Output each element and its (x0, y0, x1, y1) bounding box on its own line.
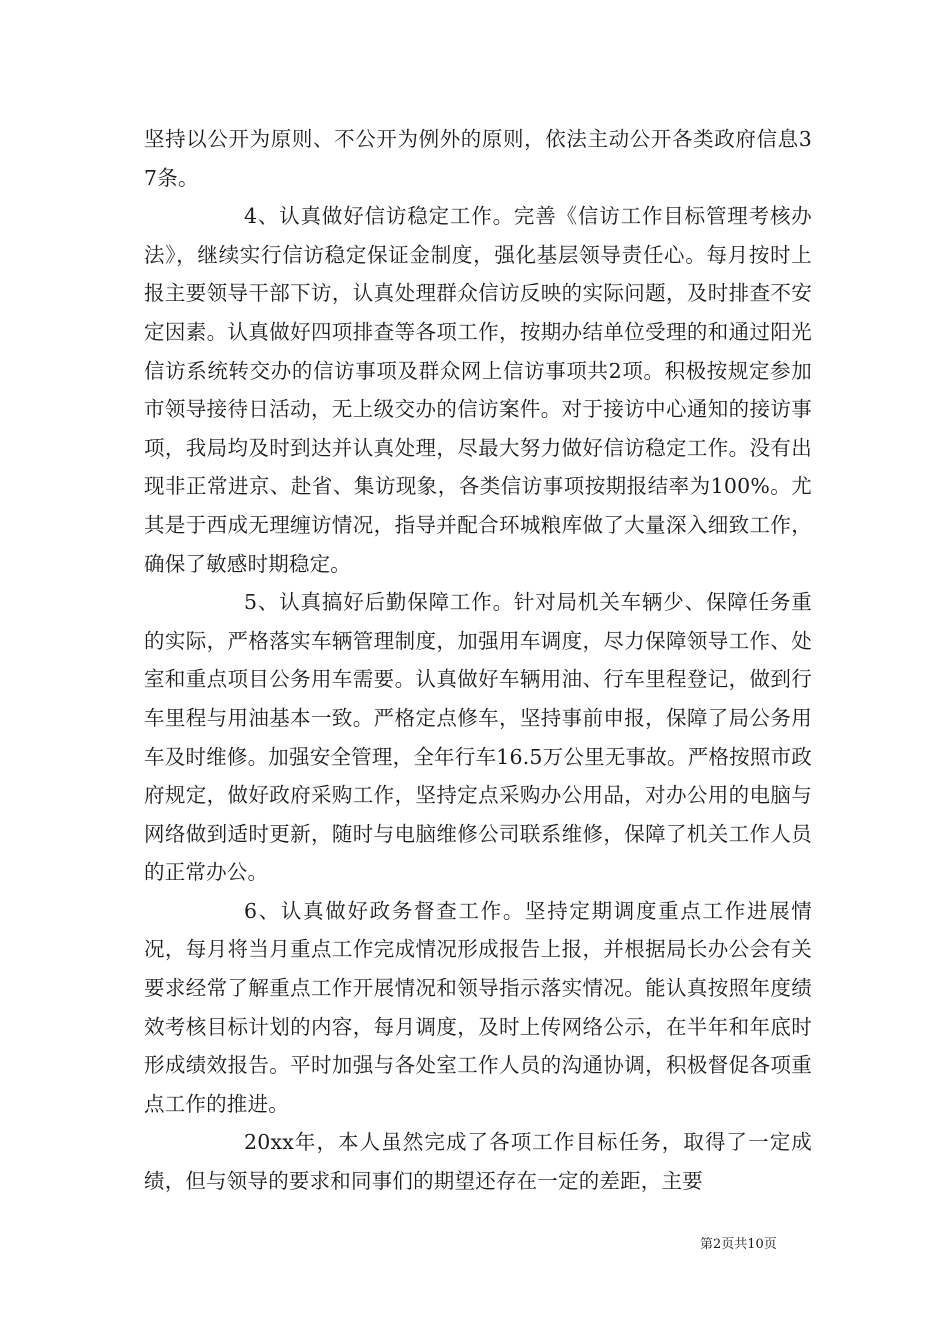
document-body (144, 120, 812, 1201)
paragraph-logistics-support: 5、认真搞好后勤保障工作。针对局机关车辆少、保障任务重的实际，严格落实车辆管理制度，加强用车调度，尽力保障领导工作、处室和重点项目公务用车需要。认真做好车辆用油、行车里程登记，做到行车里程与用油基本一致。严格定点修车，坚持事前申报，保障了局公务用车及时维修。加强安全管理，全年行车16.5万公里无事故。严格按照市政府规定，做好政府采购工作，坚持定点采购办公用品，对办公用的电脑与网络做到适时更新，随时与电脑维修公司联系维修，保障了机关工作人员的正常办公。 (144, 590, 812, 885)
paragraph-summary: 20xx年，本人虽然完成了各项工作目标任务，取得了一定成绩，但与领导的要求和同事们的期望还存在一定的差距，主要 (144, 1130, 812, 1194)
paragraph-continuation: 坚持以公开为原则、不公开为例外的原则，依法主动公开各类政府信息37条。 (144, 127, 812, 190)
paragraph-petition-stability: 4、认真做好信访稳定工作。完善《信访工作目标管理考核办法》，继续实行信访稳定保证金制度，强化基层领导责任心。每月按时上报主要领导干部下访，认真处理群众信访反映的实际问题，及时排查不安定因素。认真做好四项排查等各项工作，按期办结单位受理的和通过阳光信访系统转交办的信访事项及群众网上信访事项共2项。积极按规定参加市领导接待日活动，无上级交办的信访案件。对于接访中心通知的接访事项，我局均及时到达并认真处理，尽最大努力做好信访稳定工作。没有出现非正常进京、赴省、集访现象，各类信访事项按期报结率为100%。尤其是于西成无理缠访情况，指导并配合环城粮库做了大量深入细致工作，确保了敏感时期稳定。 (144, 204, 812, 576)
page-number: 第2页共10页 (700, 1237, 777, 1252)
paragraph-supervision: 6、认真做好政务督查工作。坚持定期调度重点工作进展情况，每月将当月重点工作完成情况形成报告上报，并根据局长办公会有关要求经常了解重点工作开展情况和领导指示落实情况。能认真按照年度绩效考核目标计划的内容，每月调度，及时上传网络公示，在半年和年底时形成绩效报告。平时加强与各处室工作人员的沟通协调，积极督促各项重点工作的推进。 (144, 898, 812, 1116)
